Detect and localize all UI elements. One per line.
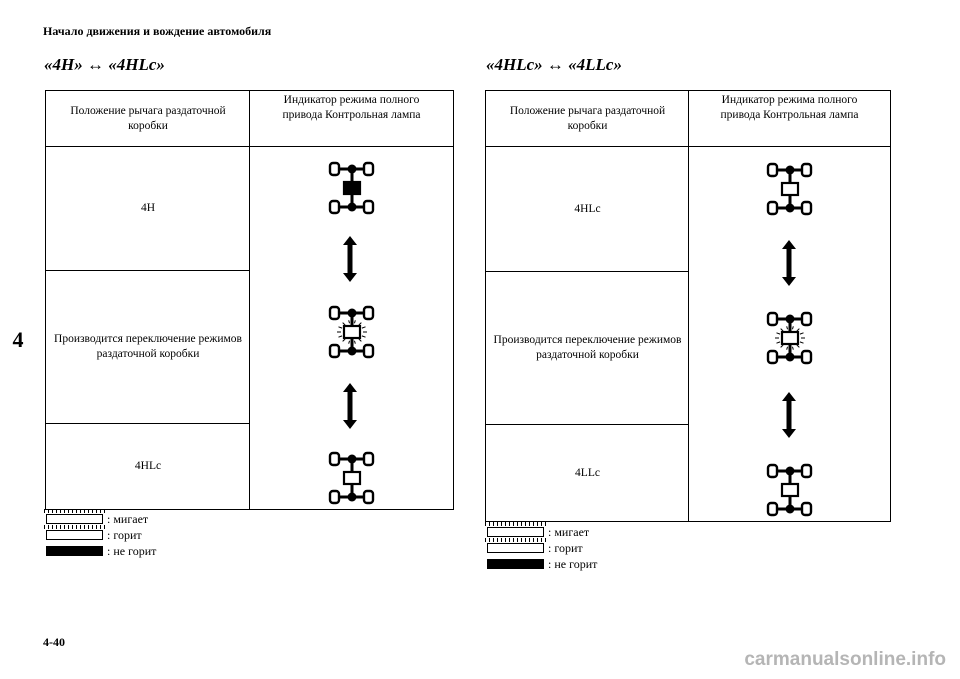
page-number: 4-40 xyxy=(43,635,65,649)
col-header-lever: Положение рычага раздаточной коробки xyxy=(70,104,226,132)
double-arrow-icon xyxy=(343,236,357,282)
table-row: Производится переключение режимов раздаточной коробки xyxy=(493,334,682,361)
drivetrain-4hlc-icon xyxy=(767,163,813,215)
legend-on-label: : горит xyxy=(548,540,583,555)
section-title-4hlc-4llc: «4HLc» ↔ «4LLc» xyxy=(486,55,622,74)
legend-blinking-label: : мигает xyxy=(548,524,590,539)
table-row: 4HLc xyxy=(574,202,601,215)
legend-on-label: : горит xyxy=(107,527,142,542)
shift-table-4h-4hlc xyxy=(45,90,454,510)
legend-blinking-label: : мигает xyxy=(107,511,149,526)
drivetrain-4h-icon xyxy=(329,162,375,214)
table-row: 4LLc xyxy=(575,466,600,479)
drivetrain-blinking-icon xyxy=(767,312,813,364)
drivetrain-4hlc-icon xyxy=(329,452,375,504)
col-header-lever: Положение рычага раздаточной коробки xyxy=(509,104,666,132)
lit-swatch-icon xyxy=(46,530,103,540)
legend-off-label: : не горит xyxy=(107,543,157,558)
blinking-swatch-icon xyxy=(487,527,544,537)
lit-swatch-icon xyxy=(487,543,544,553)
table-row: 4H xyxy=(140,202,156,214)
blinking-swatch-icon xyxy=(46,514,103,524)
chapter-tab: 4 xyxy=(0,318,30,362)
double-arrow-icon xyxy=(343,383,357,429)
table-row: Производится переключение режимов раздаточной коробки xyxy=(54,333,242,360)
watermark: carmanualsonline.info xyxy=(744,649,946,670)
section-title-4h-4hlc: «4H» ↔ «4HLc» xyxy=(44,55,165,74)
off-swatch-icon xyxy=(46,546,103,556)
legend-off-label: : не горит xyxy=(548,556,598,571)
shift-table-4hlc-4llc xyxy=(485,90,891,522)
double-arrow-icon xyxy=(782,240,796,286)
col-header-indicator: Индикатор режима полного привода Контрольная лампа xyxy=(720,94,859,121)
running-header: Начало движения и вождение автомобиля xyxy=(43,24,272,38)
drivetrain-4llc-icon xyxy=(767,464,813,516)
drivetrain-blinking-icon xyxy=(329,306,375,358)
double-arrow-icon xyxy=(782,392,796,438)
table-row: 4HLc xyxy=(134,459,162,472)
off-swatch-icon xyxy=(487,559,544,569)
col-header-indicator: Индикатор режима полного привода Контрольная лампа xyxy=(282,94,421,121)
